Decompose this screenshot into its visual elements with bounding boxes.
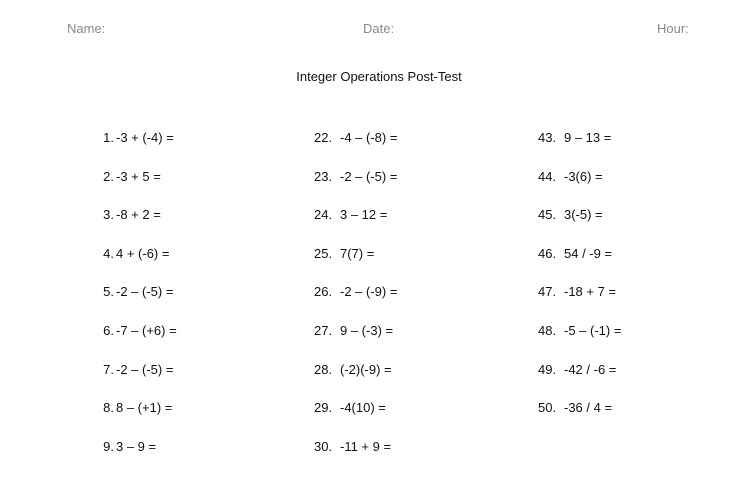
problem-expression: (-2)(-9) =	[340, 361, 392, 377]
problem-expression: -8 + 2 =	[116, 207, 161, 223]
problem-row	[88, 130, 177, 169]
problem-row	[314, 130, 397, 169]
problem-number: 43.	[538, 130, 557, 145]
problem-expression: 8 – (+1) =	[116, 400, 173, 416]
problem-row	[88, 246, 177, 285]
problem-number: 8.	[103, 400, 114, 416]
name-label: Name:	[67, 21, 106, 36]
problem-expression: -11 + 9 =	[340, 438, 392, 454]
problem-expression: 4 + (-6) =	[116, 245, 170, 261]
problem-number: 50.	[538, 400, 557, 416]
problem-number: 9.	[103, 438, 114, 454]
problem-row	[88, 207, 177, 246]
problem-row	[88, 400, 177, 439]
problem-column-3	[538, 130, 621, 439]
problem-expression: -2 – (-5) =	[340, 168, 398, 184]
problem-row	[314, 439, 397, 477]
problem-column-1	[88, 130, 177, 477]
problem-expression: -7 – (+6) =	[116, 322, 177, 338]
worksheet-header	[0, 21, 741, 39]
problem-expression: 3(-5) =	[564, 207, 603, 223]
problem-number: 26.	[314, 284, 333, 300]
problem-row	[538, 284, 621, 323]
problem-number: 1.	[103, 130, 114, 145]
problem-expression: -5 – (-1) =	[564, 322, 622, 338]
problem-expression: -3(6) =	[564, 168, 603, 184]
problem-row	[88, 439, 177, 477]
problem-row	[88, 169, 177, 208]
problem-row	[314, 246, 397, 285]
problem-number: 45.	[538, 207, 557, 223]
problem-row	[88, 284, 177, 323]
problem-number: 6.	[103, 322, 114, 338]
problem-expression: -4 – (-8) =	[340, 130, 398, 145]
problem-number: 49.	[538, 361, 557, 377]
problem-expression: -4(10) =	[340, 400, 386, 416]
problem-number: 2.	[103, 168, 114, 184]
problem-expression: 3 – 9 =	[116, 438, 157, 454]
problem-number: 7.	[103, 361, 114, 377]
problem-number: 44.	[538, 168, 557, 184]
problem-row	[538, 169, 621, 208]
worksheet-title: Integer Operations Post-Test	[296, 69, 462, 84]
problem-number: 46.	[538, 245, 557, 261]
problem-number: 29.	[314, 400, 333, 416]
problem-number: 22.	[314, 130, 333, 145]
problem-number: 28.	[314, 361, 333, 377]
problem-expression: -42 / -6 =	[564, 361, 617, 377]
problem-number: 48.	[538, 322, 557, 338]
hour-label: Hour:	[657, 21, 689, 36]
problem-column-2	[314, 130, 397, 477]
problem-row	[314, 362, 397, 401]
problem-row	[314, 400, 397, 439]
problem-row	[314, 323, 397, 362]
problem-expression: -18 + 7 =	[564, 284, 617, 300]
problem-row	[88, 362, 177, 401]
problem-number: 30.	[314, 438, 333, 454]
problem-expression: 3 – 12 =	[340, 207, 388, 223]
problem-row	[538, 207, 621, 246]
problem-row	[538, 362, 621, 401]
problem-row	[314, 284, 397, 323]
problem-number: 4.	[103, 245, 114, 261]
problem-row	[88, 323, 177, 362]
problem-number: 25.	[314, 245, 333, 261]
problem-expression: 9 – 13 =	[564, 130, 612, 145]
problem-expression: 9 – (-3) =	[340, 322, 394, 338]
problem-number: 24.	[314, 207, 333, 223]
problem-number: 3.	[103, 207, 114, 223]
problem-expression: -3 + (-4) =	[116, 130, 174, 145]
problem-number: 5.	[103, 284, 114, 300]
problem-row	[314, 169, 397, 208]
problem-row	[538, 400, 621, 439]
date-label: Date:	[363, 21, 395, 36]
problem-expression: -2 – (-5) =	[116, 284, 174, 300]
problem-row	[314, 207, 397, 246]
problem-expression: -2 – (-5) =	[116, 361, 174, 377]
problem-row	[538, 246, 621, 285]
problem-expression: -3 + 5 =	[116, 168, 161, 184]
problem-number: 27.	[314, 322, 333, 338]
problem-expression: 7(7) =	[340, 245, 375, 261]
problem-expression: 54 / -9 =	[564, 245, 613, 261]
problem-number: 47.	[538, 284, 557, 300]
problem-expression: -36 / 4 =	[564, 400, 613, 416]
problem-row	[538, 323, 621, 362]
problem-number: 23.	[314, 168, 333, 184]
problem-row	[538, 130, 621, 169]
problem-expression: -2 – (-9) =	[340, 284, 398, 300]
